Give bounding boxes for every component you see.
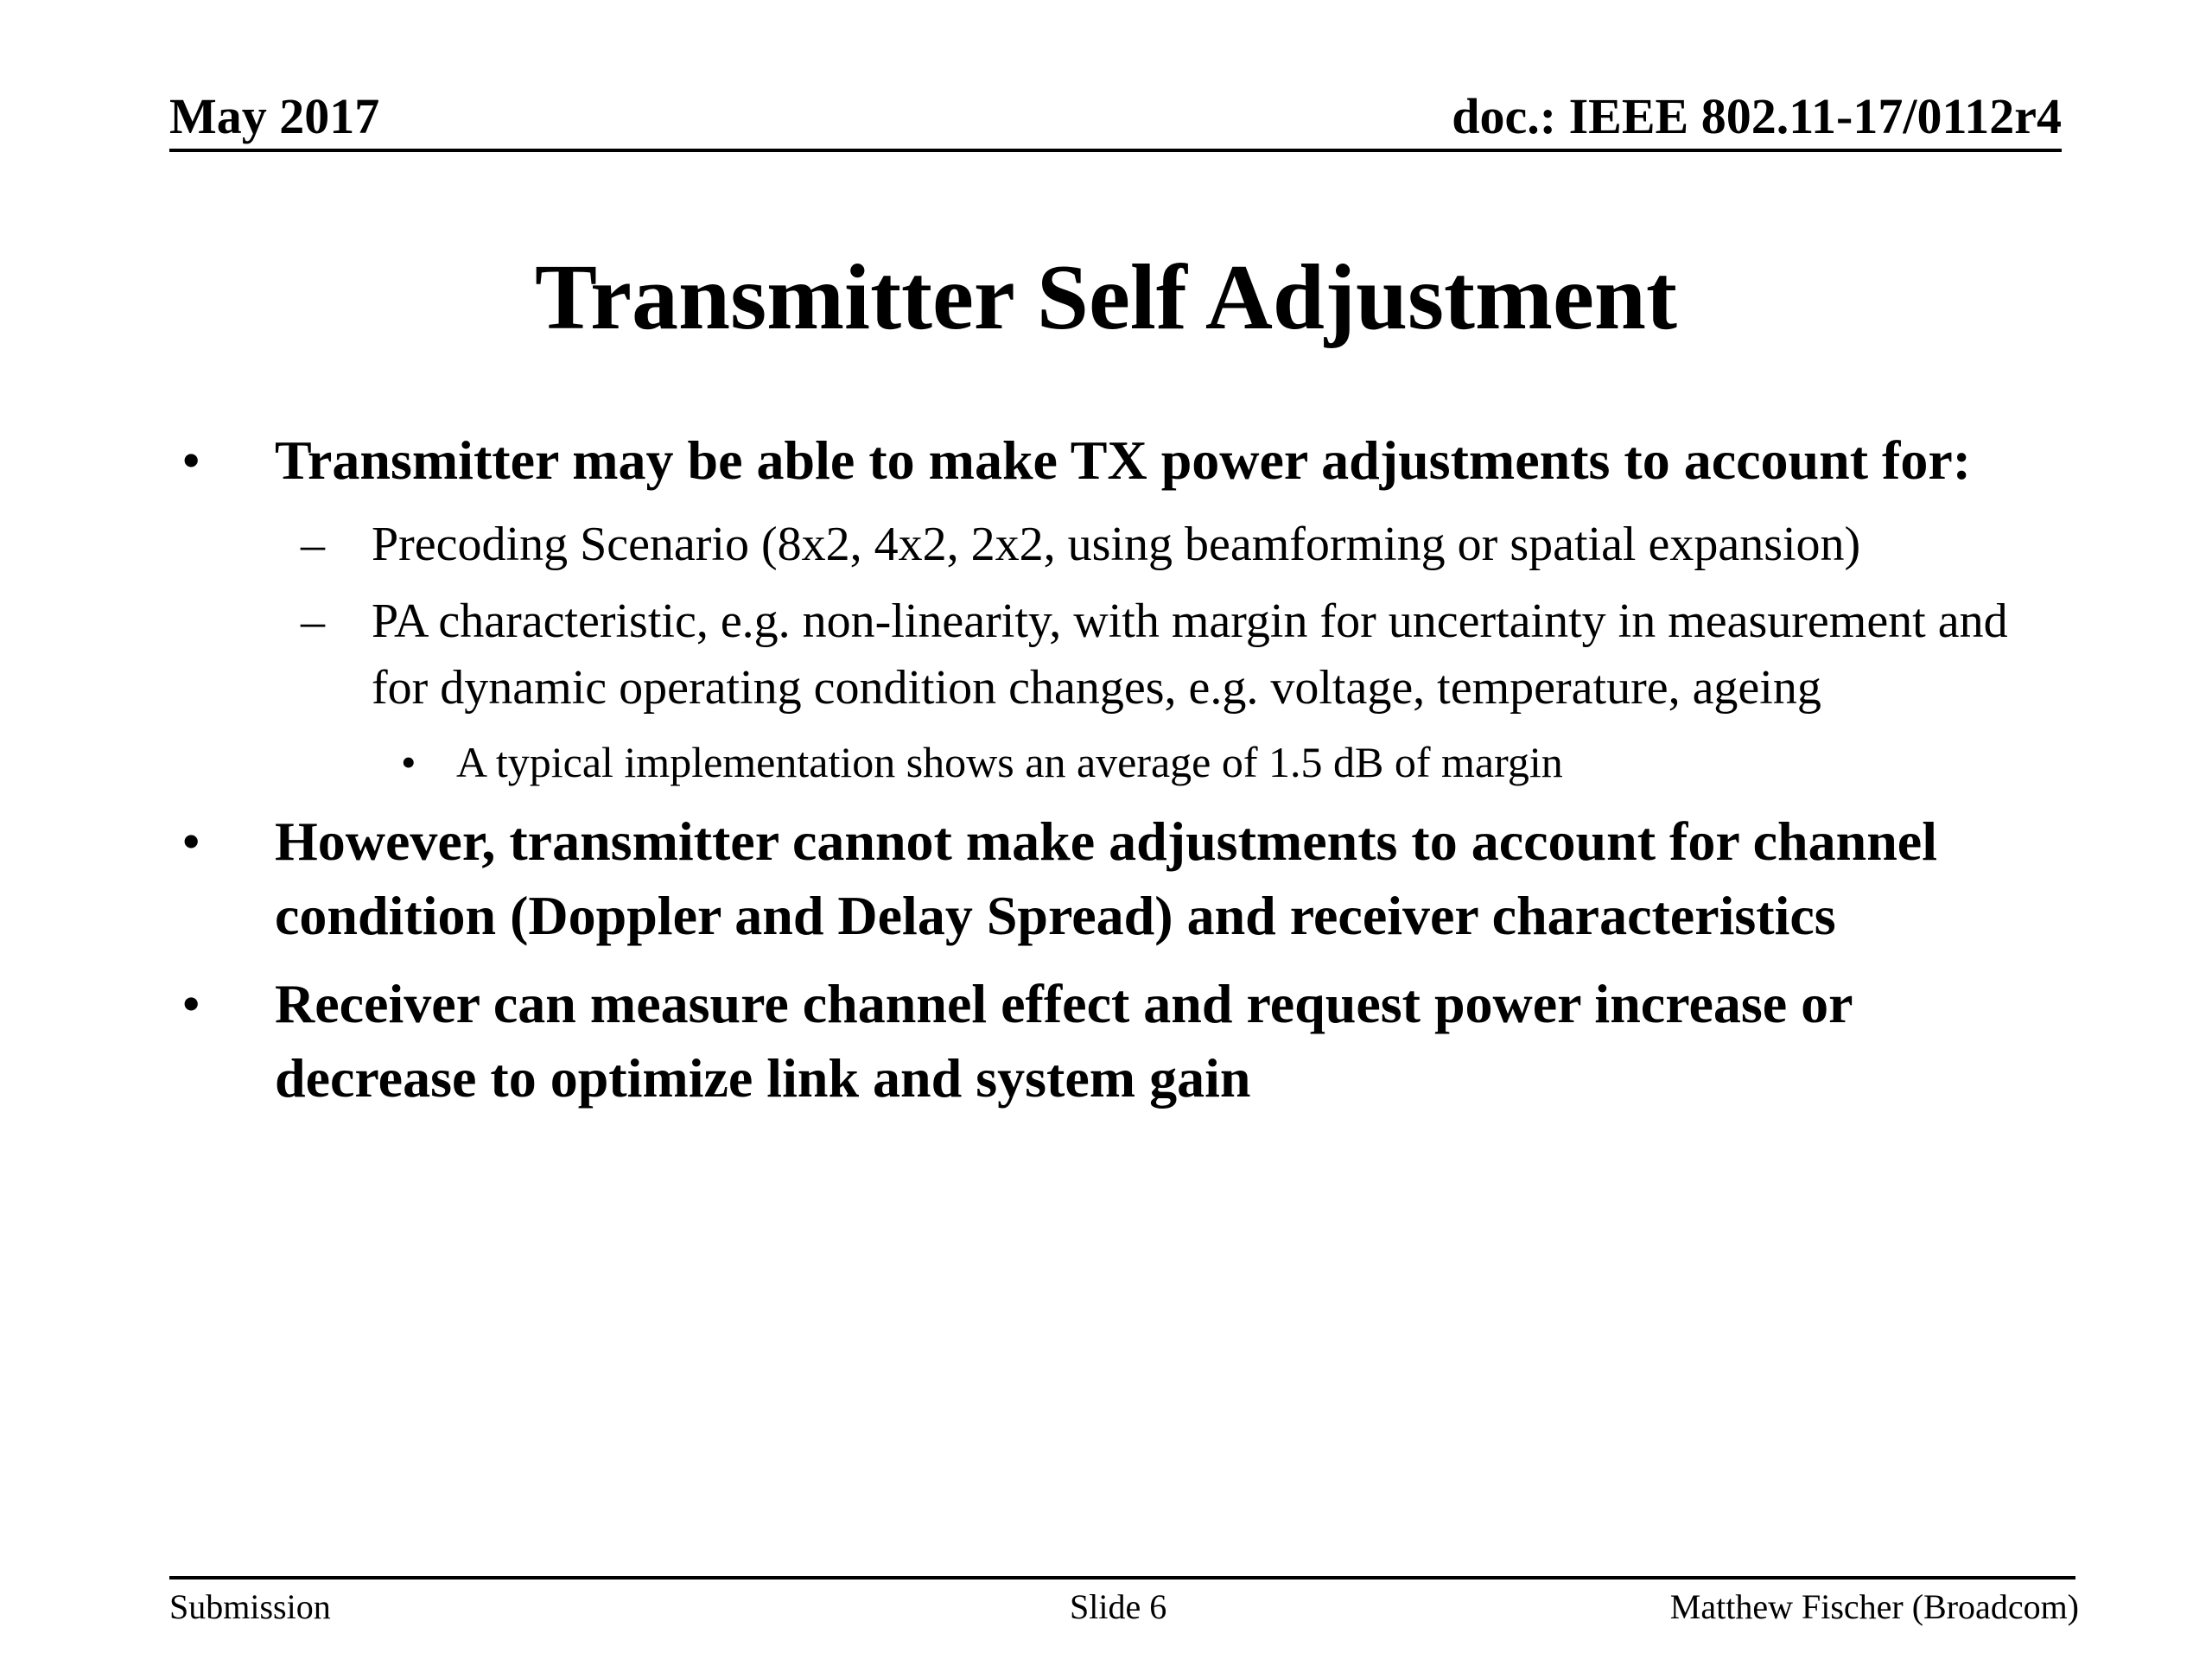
bullet-marker: • (181, 429, 201, 491)
bullet-marker: • (181, 973, 201, 1034)
sub-bullet-text: Precoding Scenario (8x2, 4x2, 2x2, using beamforming or spatial expansion) (372, 518, 1861, 571)
sub-sub-bullet-text: A typical implementation shows an average of 1.5 dB of margin (456, 738, 1563, 786)
slide-title: Transmitter Self Adjustment (535, 246, 1677, 349)
header-date: May 2017 (169, 88, 380, 144)
slide-header (169, 83, 2062, 152)
footer-slide-number: Slide 6 (1070, 1587, 1167, 1626)
sub-bullet-item-1 (181, 512, 2048, 578)
bullet-item-3 (181, 967, 2048, 1116)
bullet-marker: • (401, 738, 416, 786)
sub-sub-bullet-item-1 (181, 732, 2048, 792)
bullet-text: Receiver can measure channel effect and request power increase or decrease to optimize link and system gain (275, 973, 1853, 1109)
slide-body (181, 423, 2048, 1129)
bullet-marker: • (181, 810, 201, 872)
sub-bullet-text: PA characteristic, e.g. non-linearity, with margin for uncertainty in measurement and for dynamic operating condition changes, e.g. voltage, temperature, ageing (372, 594, 2008, 715)
header-doc-id: doc.: IEEE 802.11-17/0112r4 (1452, 88, 2062, 144)
bullet-item-2 (181, 804, 2048, 953)
bullet-item-1 (181, 423, 2048, 498)
sub-bullet-item-2 (181, 588, 2048, 721)
bullet-text: However, transmitter cannot make adjustments to account for channel condition (Doppler and Delay Spread) and receiver characteristics (275, 810, 1937, 946)
dash-marker: – (301, 594, 325, 648)
bullet-text: Transmitter may be able to make TX power adjustments to account for: (275, 429, 1972, 491)
dash-marker: – (301, 518, 325, 571)
footer-submission: Submission (169, 1587, 331, 1626)
footer-author: Matthew Fischer (Broadcom) (1669, 1587, 2079, 1626)
footer-divider (169, 1576, 2075, 1580)
